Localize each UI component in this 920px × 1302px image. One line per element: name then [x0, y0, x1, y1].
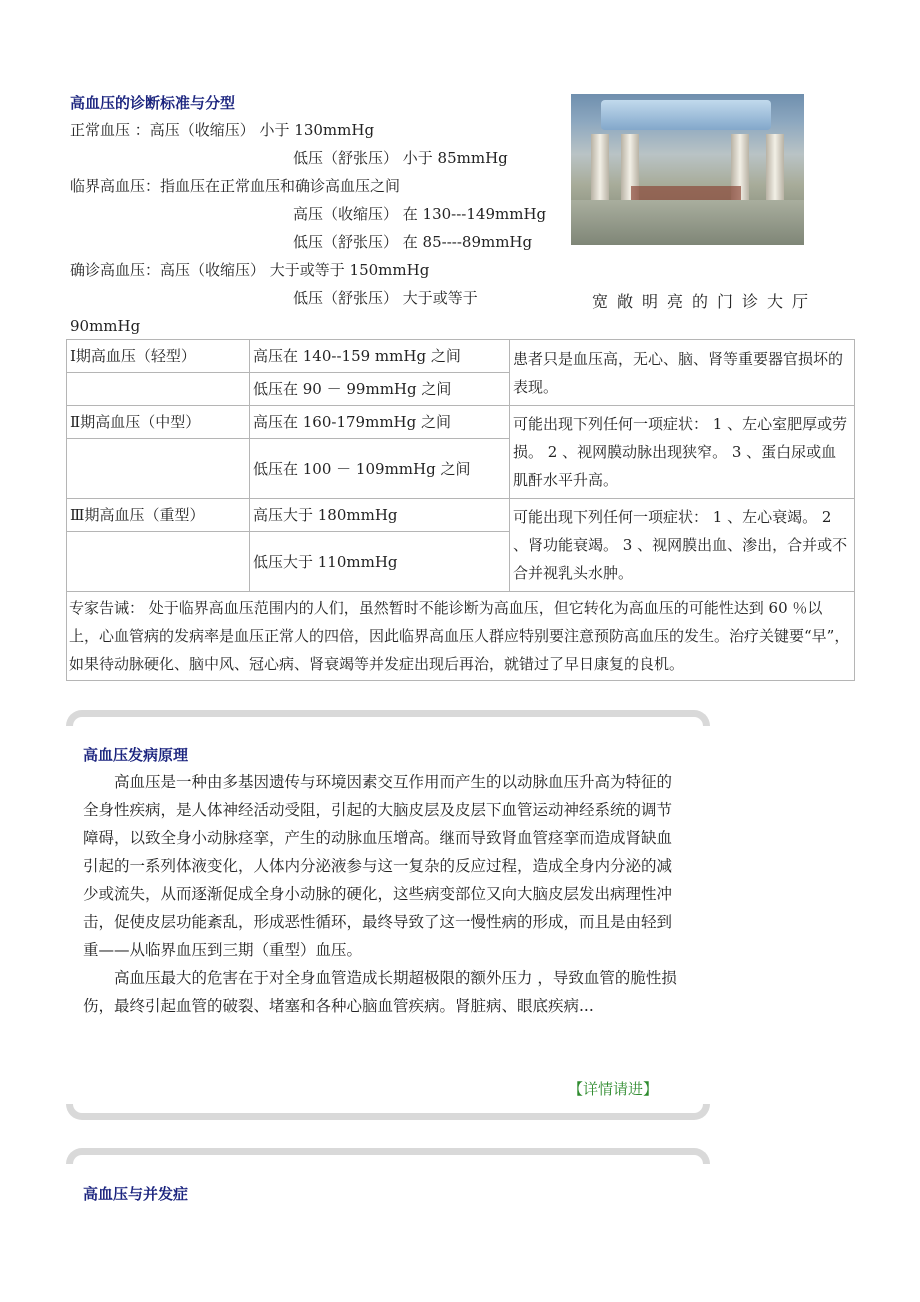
normal-low-line: 低压（舒张压） 小于 85mmHg — [293, 149, 508, 167]
section-box-bottom — [66, 1104, 710, 1120]
grade-cell: Ⅰ期高血压（轻型） — [67, 340, 250, 373]
details-link[interactable]: 【详情请进】 — [568, 1080, 659, 1098]
photo-caption: 宽敞明亮的门诊大厅 — [592, 292, 818, 311]
confirmed-bp-line: 确诊高血压：高压（收缩压） 大于或等于 150mmHg — [70, 261, 430, 279]
high-bp-cell: 高压在 160-179mmHg 之间 — [250, 406, 510, 439]
complications-title: 高血压与并发症 — [83, 1185, 189, 1203]
high-bp-cell: 高压在 140--159 mmHg 之间 — [250, 340, 510, 373]
empty-cell — [67, 439, 250, 499]
table-row — [67, 499, 855, 532]
high-bp-cell: 高压大于 180mmHg — [250, 499, 510, 532]
empty-cell — [67, 532, 250, 592]
symptom-cell: 患者只是血压高，无心、脑、肾等重要器官损坏的表现。 — [510, 340, 855, 406]
confirmed-low-value: 90mmHg — [70, 317, 141, 335]
confirmed-low-line: 低压（舒张压） 大于或等于 — [293, 289, 478, 307]
clinic-hall-photo — [571, 94, 804, 245]
borderline-high-line: 高压（收缩压） 在 130---149mmHg — [293, 205, 547, 223]
low-bp-cell: 低压大于 110mmHg — [250, 532, 510, 592]
pathogenesis-title: 高血压发病原理 — [83, 746, 189, 764]
low-bp-cell: 低压在 90 － 99mmHg 之间 — [250, 373, 510, 406]
pathogenesis-paragraph: 高血压最大的危害在于对全身血管造成长期超极限的额外压力 ，导致血管的脆性损伤，最终引起血管的破裂、堵塞和各种心脑血管疾病。肾脏病、眼底疾病... — [83, 969, 677, 1015]
diagnosis-title: 高血压的诊断标准与分型 — [70, 94, 236, 112]
grade-cell: Ⅲ期高血压（重型） — [67, 499, 250, 532]
section-box-top — [66, 710, 710, 726]
table-row — [67, 340, 855, 373]
expert-advice-cell: 专家告诫： 处于临界高血压范围内的人们，虽然暂时不能诊断为高血压，但它转化为高血压的可能性达到 60 ％以上，心血管病的发病率是血压正常人的四倍，因此临界高血压人群应特别要注意预防高血压的发生。治疗关键要“早”，如果待动脉硬化、脑中风、冠心病、肾衰竭等并发症出现后再治，就错过了早日康复的良机。 — [67, 592, 855, 681]
hypertension-grade-table — [66, 339, 855, 681]
normal-bp-line: 正常血压 ：高压（收缩压） 小于 130mmHg — [70, 121, 375, 139]
empty-cell — [67, 373, 250, 406]
table-row — [67, 406, 855, 439]
pathogenesis-paragraph: 高血压是一种由多基因遗传与环境因素交互作用而产生的以动脉血压升高为特征的全身性疾病，是人体神经活动受阻，引起的大脑皮层及皮层下血管运动神经系统的调节障碍，以致全身小动脉痉挛，产生的动脉血压增高。继而导致肾血管痉挛而造成肾缺血引起的一系列体液变化，人体内分泌液参与这一复杂的反应过程，造成全身内分泌的减少或流失，从而逐渐促成全身小动脉的硬化，这些病变部位又向大脑皮层发出病理性冲击，促使皮层功能紊乱，形成恶性循环，最终导致了这一慢性病的形成，而且是由轻到重——从临界血压到三期（重型）血压。 — [83, 773, 673, 959]
symptom-cell: 可能出现下列任何一项症状： 1 、左心室肥厚或劳损。 2 、视网膜动脉出现狭窄。 3 、蛋白尿或血肌酐水平升高。 — [510, 406, 855, 499]
borderline-bp-line: 临界高血压：指血压在正常血压和确诊高血压之间 — [70, 177, 401, 195]
section-box-top — [66, 1148, 710, 1164]
grade-cell: Ⅱ期高血压（中型） — [67, 406, 250, 439]
borderline-low-line: 低压（舒张压） 在 85----89mmHg — [293, 233, 533, 251]
symptom-cell: 可能出现下列任何一项症状： 1 、左心衰竭。 2 、肾功能衰竭。 3 、视网膜出血、渗出，合并或不合并视乳头水肿。 — [510, 499, 855, 592]
pathogenesis-body — [83, 768, 683, 1020]
table-row — [67, 592, 855, 681]
low-bp-cell: 低压在 100 － 109mmHg 之间 — [250, 439, 510, 499]
